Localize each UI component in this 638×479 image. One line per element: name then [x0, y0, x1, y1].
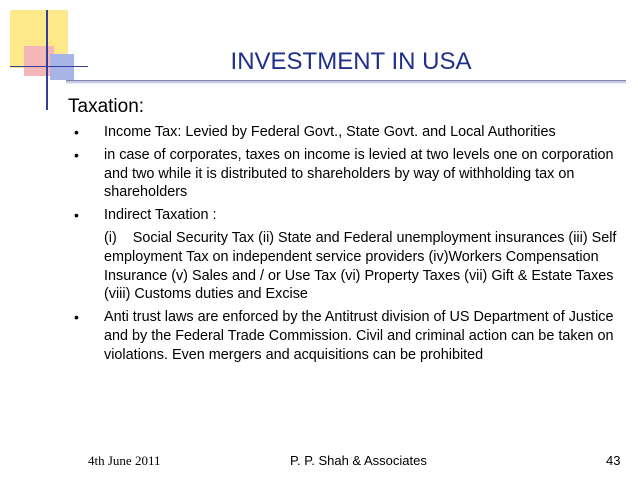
page-number: 43: [606, 453, 621, 468]
bullet-list: [68, 123, 623, 365]
bullet-subtext: (i) Social Security Tax (ii) State and Federal unemployment insurances (iii) Self employment Tax on independent service providers (iv)Workers Compensation Insurance (v) Sales and / or Use Tax (vi) Property Taxes (vii) Gift & Estate Taxes (viii) Customs duties and Excise: [104, 229, 621, 303]
slide-body: [68, 95, 623, 365]
list-item: [68, 146, 623, 202]
list-item: [68, 206, 623, 304]
bullet-text: in case of corporates, taxes on income is levied at two levels one on corporation and two while it is distributed to shareholders by way of withholding tax on shareholders: [104, 146, 614, 201]
bullet-icon: •: [74, 207, 79, 224]
list-item: [68, 308, 623, 364]
bullet-icon: •: [74, 309, 79, 326]
title-underline: [66, 80, 626, 84]
section-heading: Taxation:: [68, 96, 145, 117]
bullet-text: Income Tax: Levied by Federal Govt., State Govt. and Local Authorities: [104, 124, 556, 140]
bullet-text: Anti trust laws are enforced by the Antitrust division of US Department of Justice and by the Federal Trade Commission. Civil and criminal action can be taken on violations. Even mergers and acquisitions can be prohibited: [104, 309, 614, 363]
footer-date: 4th June 2011: [88, 453, 161, 468]
footer-presenter: P. P. Shah & Associates: [290, 453, 427, 468]
slide-title: INVESTMENT IN USA: [230, 48, 472, 75]
bullet-icon: •: [74, 124, 79, 140]
list-item: [68, 123, 623, 142]
bullet-text: Indirect Taxation :: [104, 207, 217, 224]
bullet-icon: •: [74, 146, 79, 163]
